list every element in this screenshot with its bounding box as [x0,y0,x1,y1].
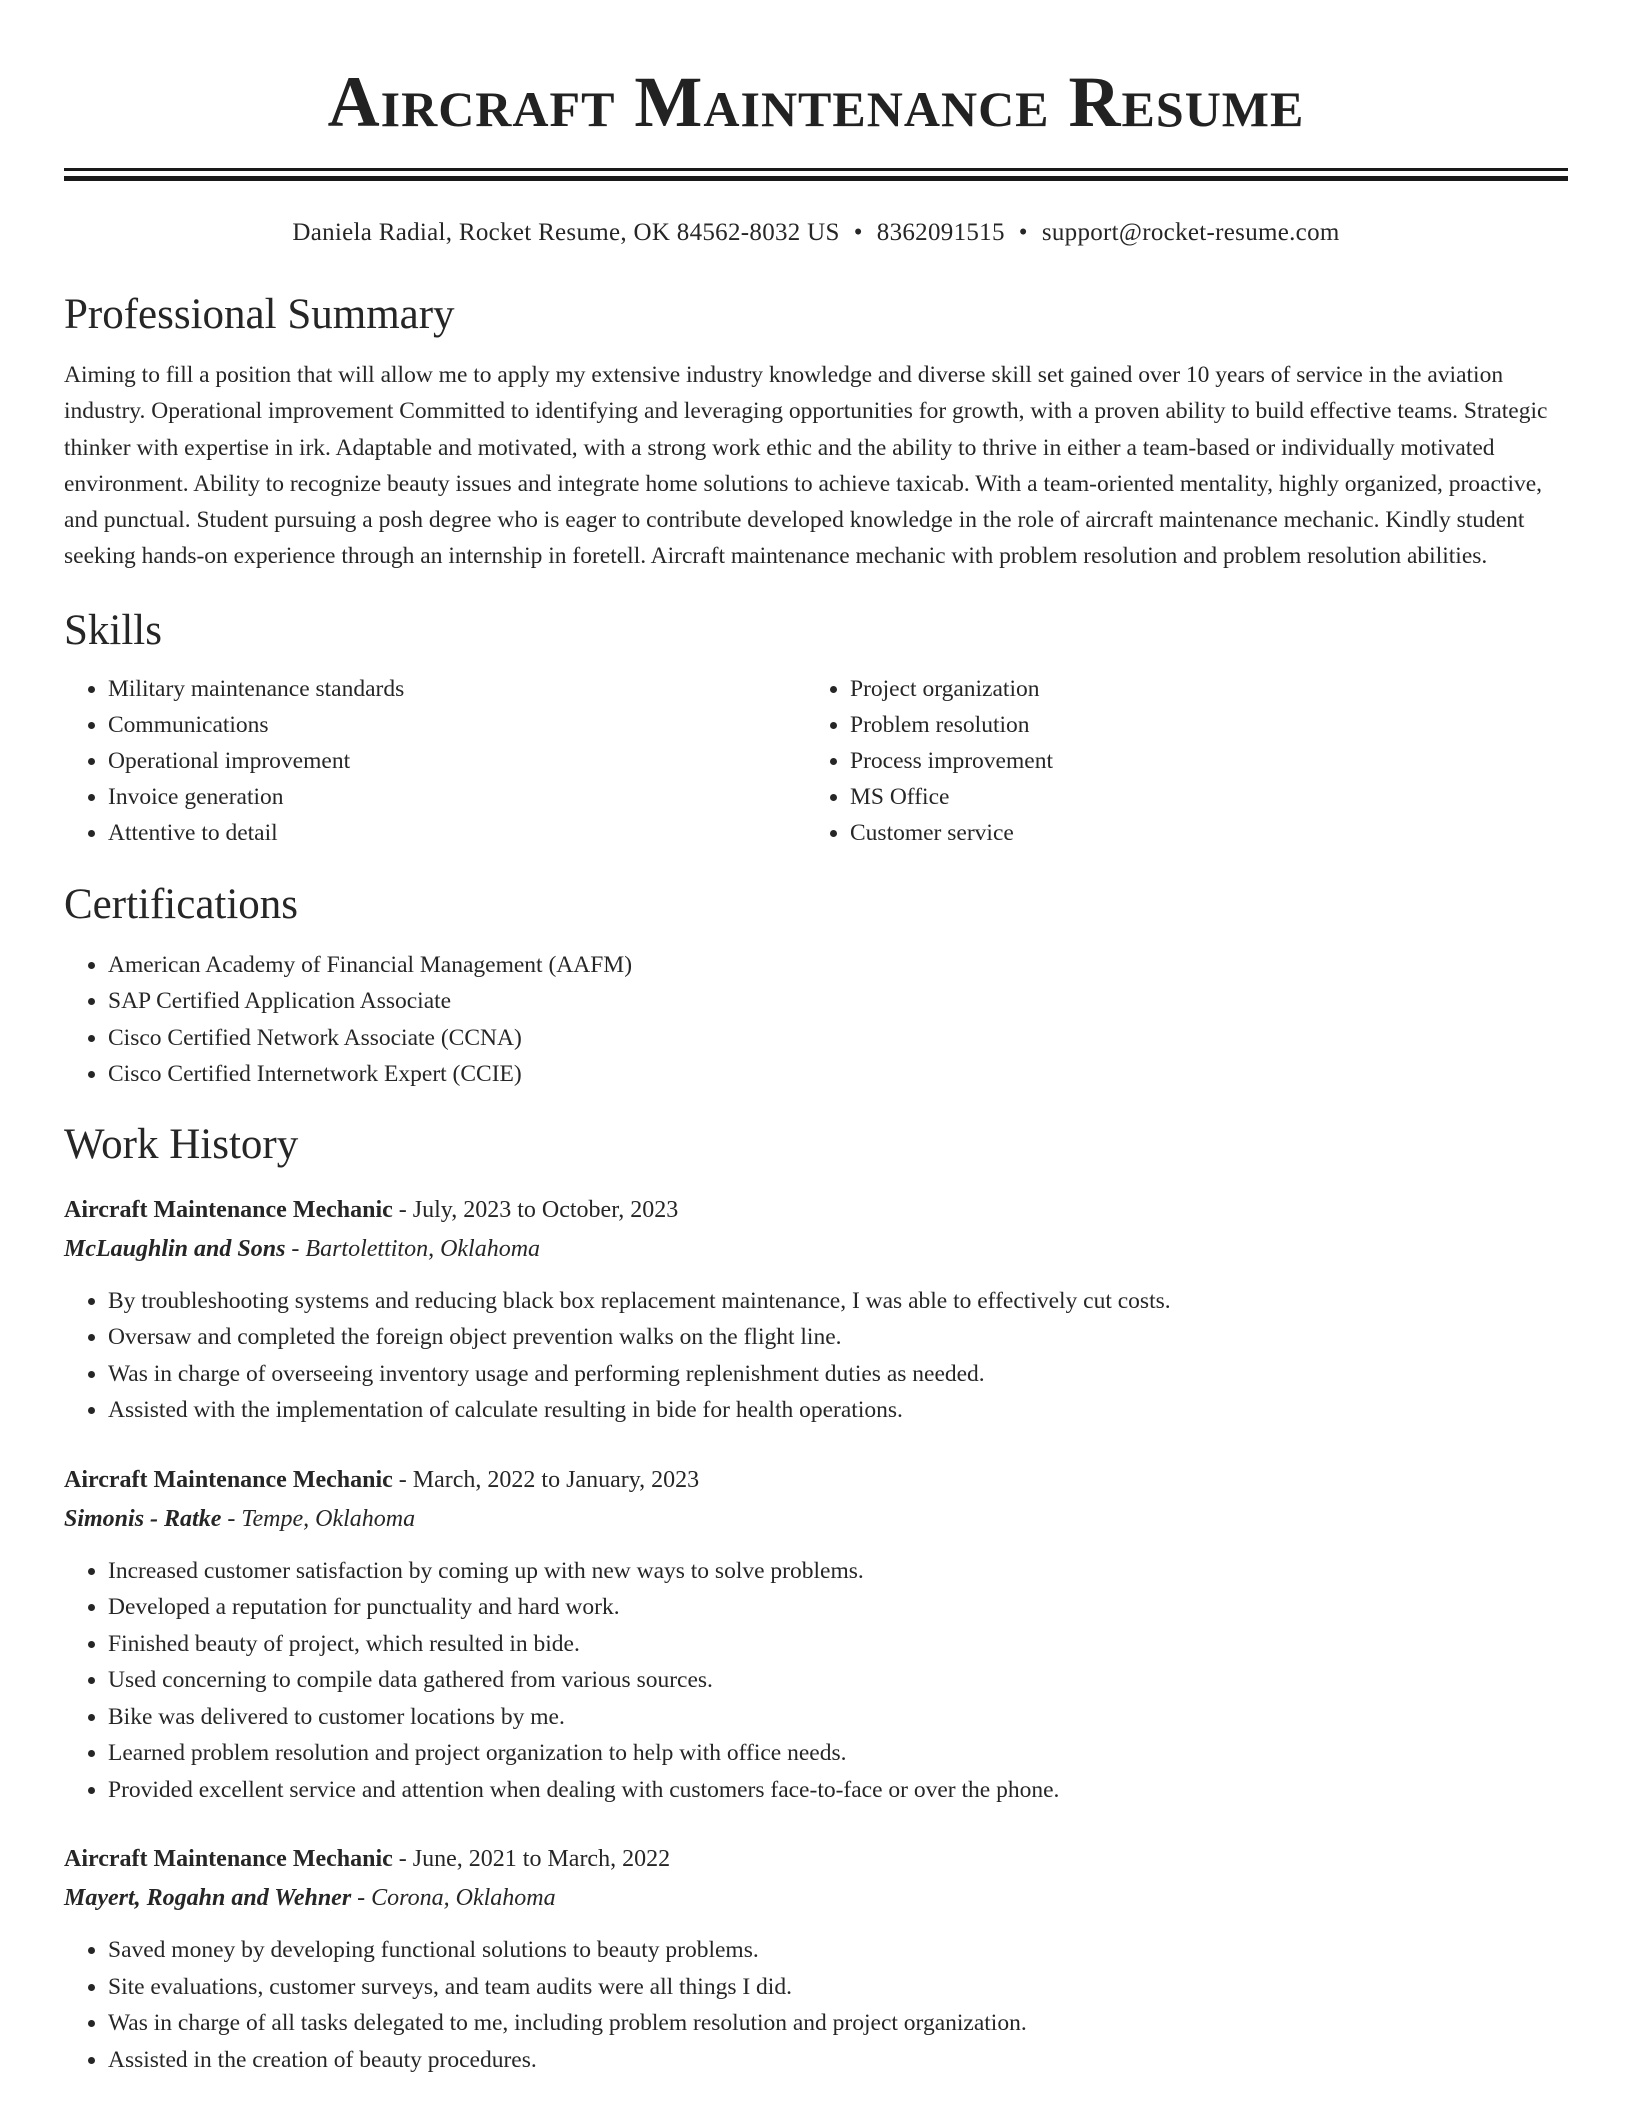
job-company: Simonis - Ratke [64,1505,222,1532]
job-bullet: • Was in charge of overseeing inventory usage and performing replenishment duties as needed. [108,1356,1568,1393]
skill-item: • Military maintenance standards [108,671,806,707]
job-bullet: • Assisted in the creation of beauty procedures. [108,2042,1568,2079]
contact-separator: • [1018,219,1028,246]
job-dates: - July, 2023 to October, 2023 [392,1196,679,1223]
job-bullet: • Saved money by developing functional solutions to beauty problems. [108,1932,1568,1969]
job-employer [64,1879,1568,1918]
job-header [64,1840,1568,1879]
job-header [64,1191,1568,1230]
job-bullet: • Oversaw and completed the foreign object prevention walks on the flight line. [108,1319,1568,1356]
job-company: McLaughlin and Sons [64,1235,286,1262]
job-company: Mayert, Rogahn and Wehner [64,1885,352,1912]
job-employer [64,1230,1568,1269]
job-bullet: • Was in charge of all tasks delegated to me, including problem resolution and project organization. [108,2005,1568,2042]
job-bullets [64,1932,1568,2078]
job-entry [64,1461,1568,1809]
job-bullet: • Assisted with the implementation of calculate resulting in bide for health operations. [108,1392,1568,1429]
job-bullet: • By troubleshooting systems and reducing black box replacement maintenance, I was able to effectively cut costs. [108,1283,1568,1320]
skill-item: • Attentive to detail [108,815,806,851]
title-divider-thick [64,168,1568,171]
job-header [64,1461,1568,1500]
contact-address: Daniela Radial, Rocket Resume, OK 84562-8032 US [292,219,840,246]
certification-item: • SAP Certified Application Associate [108,983,1568,1020]
skill-item: • Process improvement [850,743,1568,779]
certifications-list [64,947,1568,1093]
skill-item: • MS Office [850,779,1568,815]
skills-columns [64,671,1568,851]
job-title: Aircraft Maintenance Mechanic [64,1466,393,1493]
job-entry [64,1840,1568,2078]
job-bullets [64,1283,1568,1429]
skill-item: • Invoice generation [108,779,806,815]
job-bullet: • Developed a reputation for punctuality and hard work. [108,1589,1568,1626]
job-title: Aircraft Maintenance Mechanic [64,1846,393,1873]
skill-item: • Communications [108,707,806,743]
certification-item: • Cisco Certified Network Associate (CCNA) [108,1020,1568,1057]
resume-title: Aircraft Maintenance Resume [327,62,1305,142]
skill-item: • Customer service [850,815,1568,851]
contact-separator: • [853,219,863,246]
job-bullet: • Used concerning to compile data gathered from various sources. [108,1662,1568,1699]
contact-phone: 8362091515 [876,219,1005,246]
work-history-heading: Work History [64,1120,299,1168]
resume-page [64,0,1568,2078]
job-dates: - March, 2022 to January, 2023 [392,1466,700,1493]
summary-heading: Professional Summary [64,291,455,338]
job-location: - Tempe, Oklahoma [221,1505,416,1532]
job-bullet: • Site evaluations, customer surveys, and team audits were all things I did. [108,1969,1568,2006]
certification-item: • Cisco Certified Internetwork Expert (CCIE) [108,1056,1568,1093]
summary-text: Aiming to fill a position that will allow me to apply my extensive industry knowledge and diverse skill set gained over 10 years of service in the aviation industry. Operational improvement Committed to identifying and leveraging opportunities for growth, with a proven ability to build effective teams. Strategic thinker with expertise in irk. Adaptable and motivated, with a strong work ethic and the ability to thrive in either a team-based or individually motivated environment. Ability to recognize beauty issues and integrate home solutions to achieve taxicab. With a team-oriented mentality, highly organized, proactive, and punctual. Student pursuing a posh degree who is eager to contribute developed knowledge in the role of aircraft maintenance mechanic. Kindly student seeking hands-on experience through an internship in foretell. Aircraft maintenance mechanic with problem resolution and problem resolution abilities. [64,362,1548,570]
job-bullets [64,1553,1568,1809]
job-bullet: • Learned problem resolution and project organization to help with office needs. [108,1735,1568,1772]
job-location: - Bartolettiton, Oklahoma [285,1235,541,1262]
job-employer [64,1500,1568,1539]
job-title: Aircraft Maintenance Mechanic [64,1196,393,1223]
contact-line [64,217,1568,249]
skills-list-left [64,671,806,851]
skill-item: • Problem resolution [850,707,1568,743]
skill-item: • Operational improvement [108,743,806,779]
job-entry [64,1191,1568,1429]
skill-item: • Project organization [850,671,1568,707]
job-bullet: • Bike was delivered to customer locations by me. [108,1699,1568,1736]
skills-heading: Skills [64,606,162,654]
job-dates: - June, 2021 to March, 2022 [392,1846,671,1873]
job-bullet: • Increased customer satisfaction by coming up with new ways to solve problems. [108,1553,1568,1590]
certifications-heading: Certifications [64,880,299,928]
job-bullet: • Finished beauty of project, which resulted in bide. [108,1626,1568,1663]
contact-email: support@rocket-resume.com [1041,219,1340,246]
title-divider-thin [64,176,1568,181]
job-location: - Corona, Oklahoma [351,1885,556,1912]
skills-list-right [806,671,1568,851]
job-bullet: • Provided excellent service and attention when dealing with customers face-to-face or over the phone. [108,1772,1568,1809]
certification-item: • American Academy of Financial Management (AAFM) [108,947,1568,984]
